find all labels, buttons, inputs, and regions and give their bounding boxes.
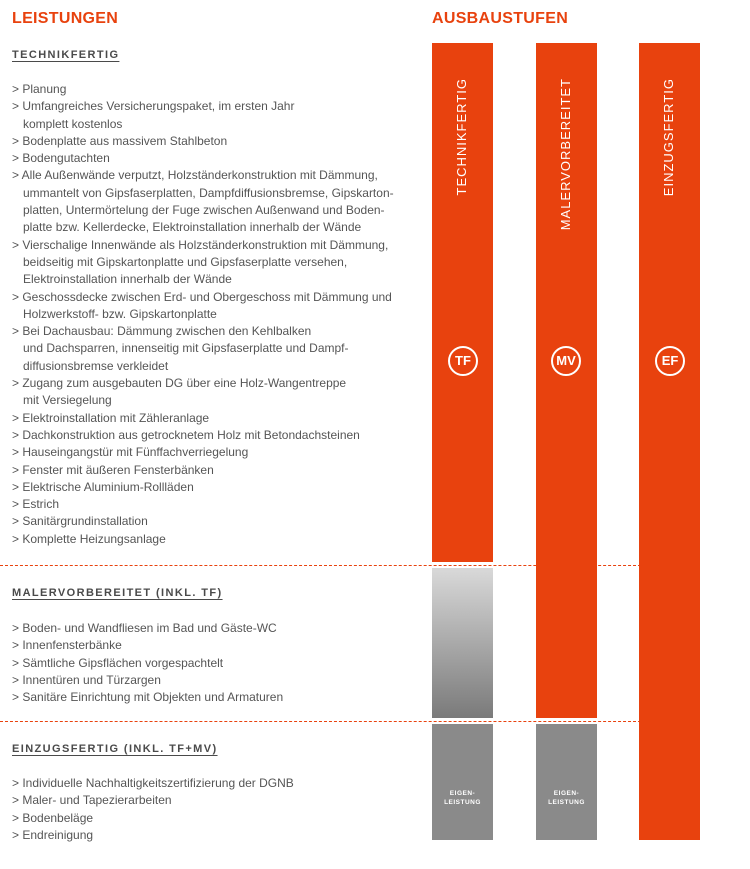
list-item: > Bodengutachten: [12, 151, 110, 166]
list-item: > Bodenplatte aus massivem Stahlbeton: [12, 133, 228, 148]
technikfertig-eigenleistung-mv-bar: [432, 568, 493, 718]
list-item: > Sämtliche Gipsflächen vorgespachtelt: [12, 655, 224, 670]
eigenleistung-label: EIGEN- LEISTUNG: [444, 790, 481, 806]
list-item: > Fenster mit äußeren Fensterbänken: [12, 462, 214, 477]
list-item: > Geschossdecke zwischen Erd- und Obergeschoss mit Dämmung und Holzwerkstoff- bzw. Gipskartonplatte: [12, 289, 392, 321]
malervorbereitet-eigenleistung-bar: [536, 724, 597, 840]
list-item: > Vierschalige Innenwände als Holzständerkonstruktion mit Dämmung, beidseitig mit Gipskartonplatte und Gipsfaserplatte versehen, Elektroinstallation innerhalb der Wände: [12, 237, 389, 287]
tf-badge: TF: [448, 346, 478, 376]
technikfertig-eigenleistung-ef-bar: [432, 724, 493, 840]
list-item: > Bodenbeläge: [12, 810, 94, 825]
einzugsfertig-column-label: EINZUGSFERTIG: [661, 78, 676, 197]
eigenleistung-label: EIGEN- LEISTUNG: [548, 790, 585, 806]
list-item: > Alle Außenwände verputzt, Holzständerkonstruktion mit Dämmung, ummantelt von Gipsfaserplatten, Dampfdiffusionsbremse, Gipskarton- platten, Untermörtelung der Fuge zwischen Außenwand und Boden- platte bzw. Kellerdecke, Elektroinstallation innerhalb der Wände: [12, 168, 394, 235]
list-item: > Dachkonstruktion aus getrocknetem Holz mit Betondachsteinen: [12, 427, 360, 442]
list-item: > Estrich: [12, 497, 60, 512]
ausbaustufen-heading: AUSBAUSTUFEN: [432, 10, 569, 27]
list-item: > Elektroinstallation mit Zähleranlage: [12, 410, 210, 425]
mv-badge: MV: [551, 346, 581, 376]
list-item: > Innenfensterbänke: [12, 638, 122, 653]
list-item: > Individuelle Nachhaltigkeitszertifizierung der DGNB: [12, 776, 294, 790]
list-item: > Maler- und Tapezierarbeiten: [12, 793, 172, 808]
list-item: > Elektrische Aluminium-Rollläden: [12, 479, 194, 494]
leistungen-heading: LEISTUNGEN: [12, 10, 119, 27]
malervorbereitet-column-label: MALERVORBEREITET: [558, 78, 573, 231]
malervorbereitet-list: [12, 620, 412, 706]
list-item: > Boden- und Wandfliesen im Bad und Gäste-WC: [12, 621, 277, 635]
list-item: > Komplette Heizungsanlage: [12, 531, 166, 546]
ef-badge: EF: [655, 346, 685, 376]
section-divider: [0, 721, 641, 722]
list-item: > Sanitärgrundinstallation: [12, 514, 148, 529]
list-item: > Sanitäre Einrichtung mit Objekten und Armaturen: [12, 690, 284, 705]
technikfertig-column-label: TECHNIKFERTIG: [454, 78, 469, 196]
list-item: > Bei Dachausbau: Dämmung zwischen den Kehlbalken und Dachsparren, innenseitig mit Gipsfaserplatte und Dampf- diffusionsbremse verkleidet: [12, 324, 349, 373]
list-item: > Innentüren und Türzargen: [12, 672, 161, 687]
section-title-einzugsfertig: EINZUGSFERTIG (INKL. TF+MV): [12, 743, 218, 755]
section-title-malervorbereitet: MALERVORBEREITET (INKL. TF): [12, 587, 223, 599]
list-item: > Planung: [12, 82, 67, 96]
technikfertig-list: [12, 81, 412, 548]
list-item: > Zugang zum ausgebauten DG über eine Holz-Wangentreppe mit Versiegelung: [12, 376, 347, 408]
section-title-technikfertig: TECHNIKFERTIG: [12, 49, 120, 61]
list-item: > Endreinigung: [12, 827, 94, 842]
einzugsfertig-list: [12, 775, 412, 844]
list-item: > Umfangreiches Versicherungspaket, im ersten Jahr komplett kostenlos: [12, 99, 295, 131]
list-item: > Hauseingangstür mit Fünffachverriegelung: [12, 445, 249, 460]
